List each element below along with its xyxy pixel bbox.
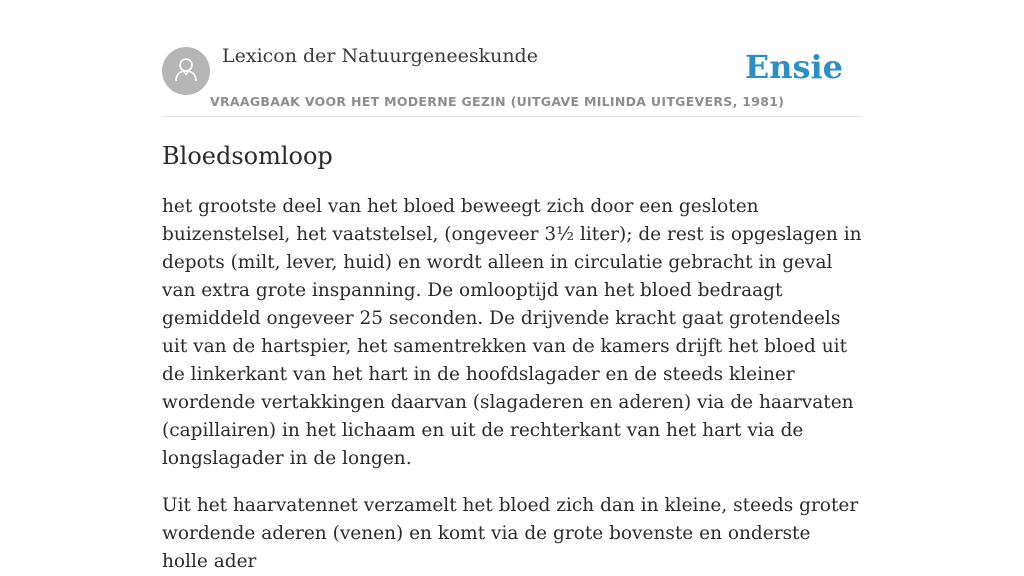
- avatar: [162, 47, 210, 95]
- user-icon: [172, 55, 200, 88]
- article-title: Bloedsomloop: [162, 142, 333, 170]
- source-subtitle: VRAAGBAAK VOOR HET MODERNE GEZIN (UITGAVE MILINDA UITGEVERS, 1981): [210, 94, 785, 109]
- article-paragraph-1: het grootste deel van het bloed beweegt zich door een gesloten buizenstelsel, het vaatstelsel, (ongeveer 3½ liter); de rest is opgeslagen in depots (milt, lever, huid) en wordt alleen in circulatie gebracht in geval van extra grote inspanning. De omlooptijd van het bloed bedraagt gemiddeld ongeveer 25 seconden. De drijvende kracht gaat grotendeels uit van de hartspier, het samentrekken van de kamers drijft het bloed uit de linkerkant van het hart in de hoofdslagader en de steeds kleiner wordende vertakkingen daarvan (slagaderen en aderen) via de haarvaten (capillairen) in het lichaam en uit de rechterkant van het hart via de longslagader in de longen.: [162, 196, 862, 469]
- source-header: [162, 0, 862, 117]
- article-paragraph-2: Uit het haarvatennet verzamelt het bloed zich dan in kleine, steeds groter wordende aderen (venen) en komt via de grote bovenste en onderste holle ader: [162, 495, 859, 572]
- source-title[interactable]: Lexicon der Natuurgeneeskunde: [222, 45, 538, 67]
- ensie-logo-link[interactable]: Ensie: [744, 48, 843, 86]
- page: [162, 0, 862, 576]
